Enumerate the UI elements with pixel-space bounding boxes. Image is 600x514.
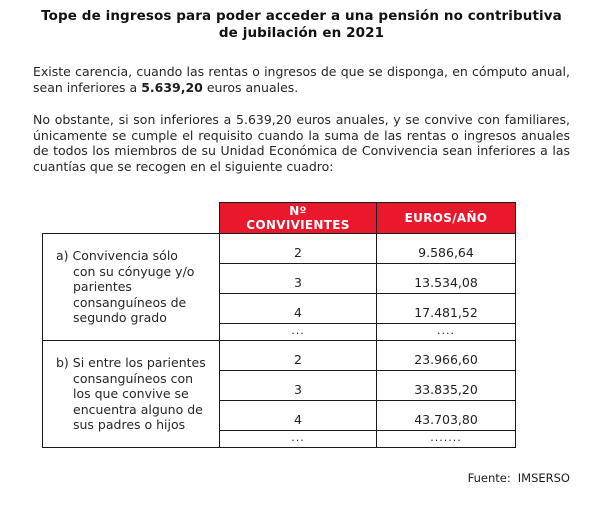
cell-euros: 43.703,80 [377, 401, 516, 431]
cell-euros: 9.586,64 [377, 234, 516, 264]
group-b-label-line: b) Si entre los parientes [56, 355, 206, 371]
paragraph-conditions: No obstante, si son inferiores a 5.639,20 euros anuales, y se convive con familiares, únicamente se cumple el requisito cuando la suma de las rentas o ingresos anuales de todos los miembros de su Unidad Económica de Convivencia sean inferiores a las cuantías que se recogen en el siguiente cuadro: [33, 112, 570, 174]
paragraph-income-threshold [33, 64, 570, 95]
cell-euros-ellipsis: .... [377, 324, 516, 341]
cell-convivientes: 4 [220, 401, 377, 431]
cell-euros: 17.481,52 [377, 294, 516, 324]
table-header-spacer [43, 203, 220, 234]
cell-euros: 23.966,60 [377, 341, 516, 371]
cell-euros-ellipsis: ....... [377, 431, 516, 448]
cell-convivientes: 2 [220, 234, 377, 264]
table-header-row [43, 203, 516, 234]
cell-convivientes-ellipsis: ... [220, 431, 377, 448]
column-header-convivientes [220, 203, 377, 234]
table-row [43, 234, 516, 264]
source-label: Fuente: [467, 471, 511, 485]
cell-euros: 33.835,20 [377, 371, 516, 401]
column-header-euros-label: EUROS/AÑO [404, 211, 488, 225]
group-a-label-line: parientes [73, 279, 132, 295]
paragraph-1-tail: euros anuales. [202, 79, 299, 95]
group-a-label-line: consanguíneos de [73, 294, 187, 310]
cell-convivientes: 3 [220, 264, 377, 294]
income-threshold-amount: 5.639,20 [141, 79, 203, 95]
cell-euros: 13.534,08 [377, 264, 516, 294]
group-a-label-line: con su cónyuge y/o [73, 263, 195, 279]
cell-convivientes-ellipsis: ... [220, 324, 377, 341]
column-header-euros [377, 203, 516, 234]
cell-convivientes: 4 [220, 294, 377, 324]
paragraph-1-text: Existe carencia, cuando las rentas o ingresos de que se disponga, en cómputo anual, sean inferiores a [33, 64, 570, 95]
cell-convivientes: 2 [220, 341, 377, 371]
group-b-label-line: encuentra alguno de [73, 401, 203, 417]
column-header-convivientes-label: Nº CONVIVIENTES [246, 204, 350, 232]
income-limits-table [42, 202, 516, 448]
group-b-label-line: los que convive se [73, 386, 189, 402]
group-b-label-line: sus padres o hijos [73, 417, 186, 433]
group-a-label [43, 234, 220, 341]
group-a-label-line: segundo grado [73, 310, 167, 326]
source-value: IMSERSO [517, 471, 570, 485]
cell-convivientes: 3 [220, 371, 377, 401]
group-b-label-line: consanguíneos con [73, 370, 194, 386]
table-row [43, 341, 516, 371]
source-note [33, 471, 570, 485]
group-a-label-line: a) Convivencia sólo [56, 248, 178, 264]
page-title: Tope de ingresos para poder acceder a una pensión no contributiva de jubilación en 2021 [41, 8, 562, 41]
group-b-label [43, 341, 220, 448]
